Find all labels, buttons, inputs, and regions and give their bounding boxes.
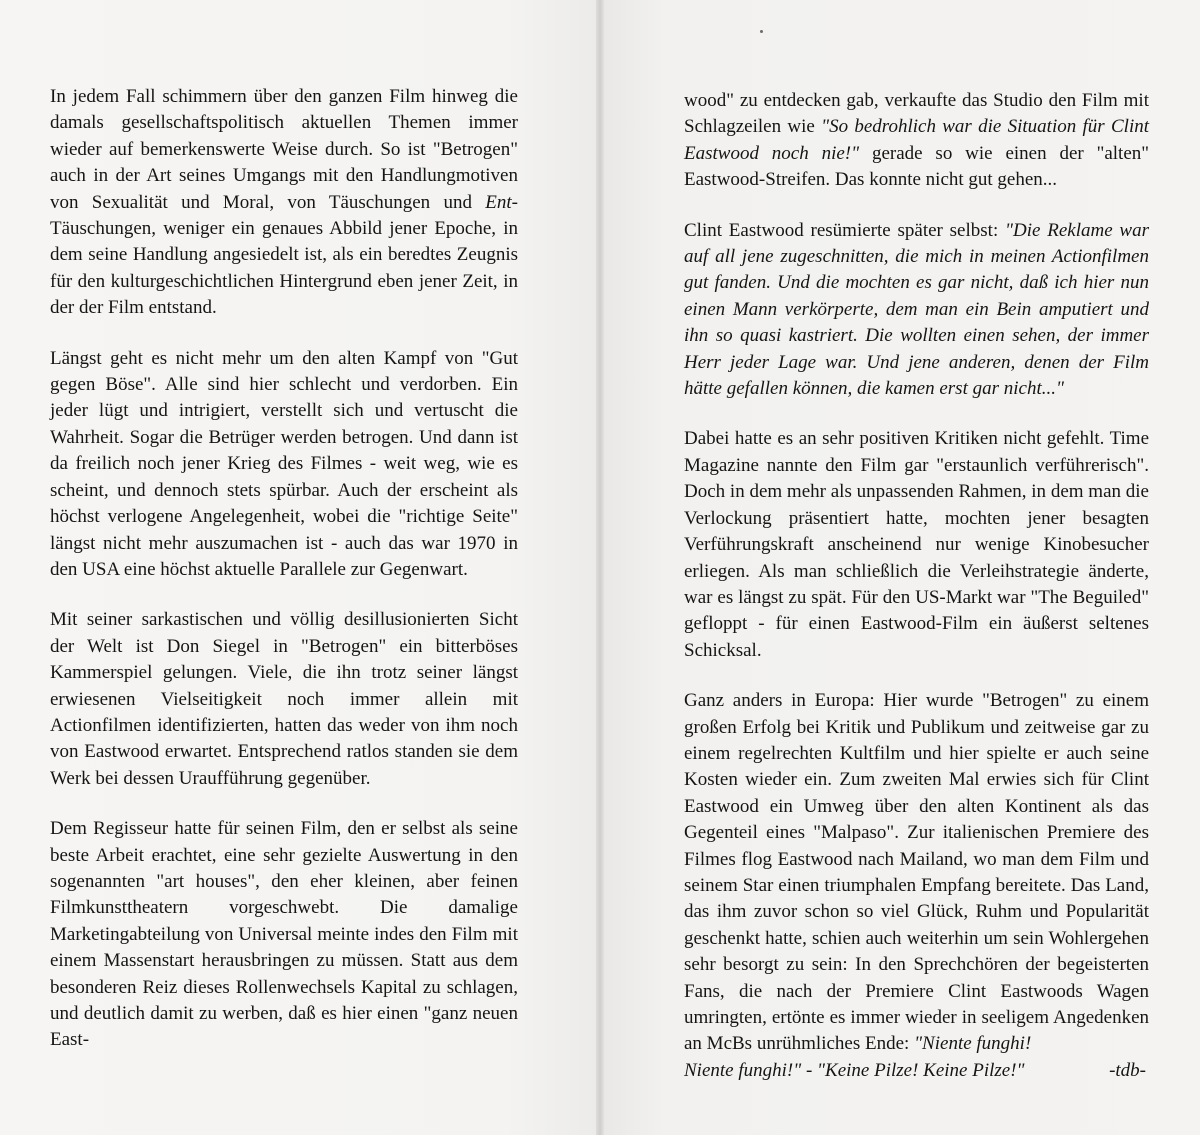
paragraph (50, 816, 518, 1054)
text-run: -Täuschungen, weniger ein genaues Abbild jener Epoche, in dem seine Handlung angesiedelt ist, als ein beredtes Zeugnis für den kulturgeschichtlichen Hintergrund eben jener Zeit, in der der Film entstand. (50, 191, 518, 319)
right-page (604, 0, 1200, 1135)
paragraph (684, 88, 1149, 194)
text-run: wood" zu entdecken gab, verkaufte das Studio den Film mit Schlagzeilen wie (684, 90, 1149, 138)
closing-quote (684, 1058, 1025, 1084)
text-run: Längst geht es nicht mehr um den alten Kampf von "Gut gegen Böse". Alle sind hier schlecht und verdorben. Ein jeder lügt und intrigiert, verstellt sich und vertuscht die Wahrheit. Sogar die Betrüger werden betrogen. Und dann ist da freilich noch jener Krieg des Filmes - weit weg, wie es scheint, und dennoch stets spürbar. Auch der erscheint als höchst verlogene Angelegenheit, wobei die "richtige Seite" längst nicht mehr auszumachen ist - auch das war 1970 in den USA eine höchst aktuelle Parallele zur Gegenwart. (50, 347, 518, 580)
italic-text: "Die Reklame war auf all jene zugeschnitten, die mich in meinen Actionfilmen gut fanden. Und die mochten es gar nicht, daß ich hier nun einen Mann verkörperte, dem man ein Bein amputiert und ihn so quasi kastriert. Die wollten einen sehen, der immer Herr jeder Lage war. Und jene anderen, denen der Film hätte gefallen können, die kamen erst gar nicht..." (684, 219, 1149, 400)
italic-text: "So bedrohlich war die Situation für Clint Eastwood noch nie!" (684, 116, 1149, 164)
text-run: Ganz anders in Europa: Hier wurde "Betrogen" zu einem großen Erfolg bei Kritik und Publikum und zeitweise gar zu einem regelrechten Kultfilm und hier spielte er auch seine Kosten wieder ein. Zum zweiten Mal erwies sich für Clint Eastwood ein Umweg über den alten Kontinent als das Gegenteil eines "Malpaso". Zur italienischen Premiere des Filmes flog Eastwood nach Mailand, wo man dem Film und seinem Star einen triumphalen Empfang bereitete. Das Land, das ihm zuvor schon so viel Glück, Ruhm und Popularität geschenkt hatte, schien auch weiterhin um sein Wohlergehen sehr besorgt zu sein: In den Sprechchören der begeisterten Fans, die nach der Premiere Clint Eastwoods Wagen umringten, ertönte es immer wieder in seeligem Angedenken an McBs unrühmliches Ende: (684, 690, 1149, 1055)
italic-text: Ent (485, 191, 512, 213)
text-run: Clint Eastwood resümierte später selbst: (684, 219, 1006, 241)
text-run: gerade so wie einen der "alten" Eastwood-Streifen. Das konnte nicht gut gehen... (684, 142, 1150, 191)
text-run: Mit seiner sarkastischen und völlig desillusionierten Sicht der Welt ist Don Siegel in "Betrogen" ein bitterböses Kammerspiel gelungen. Viele, die ihn trotz seiner längst erwiesenen Vielseitigkeit noch immer allein mit Actionfilmen identifizierten, hatten das weder von ihm noch von Eastwood erwartet. Entsprechend ratlos standen sie dem Werk bei dessen Uraufführung gegenüber. (50, 609, 518, 789)
text-run: Dem Regisseur hatte für seinen Film, den er selbst als seine beste Arbeit erachtet, eine sehr gezielte Auswertung in den sogenannten "art houses", den eher kleinen, aber feinen Filmkunsttheatern vorgeschwebt. Die damalige Marketingabteilung von Universal meinte indes den Film mit einem Massenstart herausbringen zu müssen. Statt aus dem besonderen Reiz dieses Rollenwechsels Kapital zu schlagen, und deutlich damit zu werben, daß es hier einen "ganz neuen East- (50, 818, 518, 1051)
paragraph (50, 84, 518, 322)
right-text-column (684, 88, 1149, 1084)
paragraph (50, 607, 518, 792)
italic-text: "Niente funghi! (914, 1033, 1032, 1055)
left-text-column (50, 84, 518, 1078)
paragraph (684, 688, 1149, 1058)
author-signature: -tdb- (1109, 1059, 1146, 1081)
book-gutter (596, 0, 604, 1135)
paragraph (684, 426, 1149, 664)
paper-speck (760, 30, 763, 33)
text-run: Dabei hatte es an sehr positiven Kritiken nicht gefehlt. Time Magazine nannte den Film gar "erstaunlich verführerisch". Doch in dem mehr als unpassenden Rahmen, in dem man die Verlockung präsentiert hatte, mochten jener besagten Verführungskraft anscheinend nur wenige Kinobesucher erliegen. Als man schließlich die Verleihstrategie änderte, war es längst zu spät. Für den US-Markt war "The Beguiled" gefloppt - für einen Eastwood-Film ein äußerst seltenes Schicksal. (684, 428, 1149, 661)
paragraph (50, 346, 518, 584)
italic-text: Niente funghi!" - "Keine Pilze! Keine Pilze!" (684, 1059, 1025, 1081)
closing-line (684, 1058, 1149, 1084)
left-page (0, 0, 596, 1135)
paragraph (684, 218, 1149, 403)
text-run: In jedem Fall schimmern über den ganzen Film hinweg die damals gesellschaftspolitisch aktuellen Themen immer wieder auf bemerkenswerte Weise durch. So ist "Betrogen" auch in der Art seines Umgangs mit den Handlungmotiven von Sexualität und Moral, von Täuschungen und (50, 86, 518, 213)
